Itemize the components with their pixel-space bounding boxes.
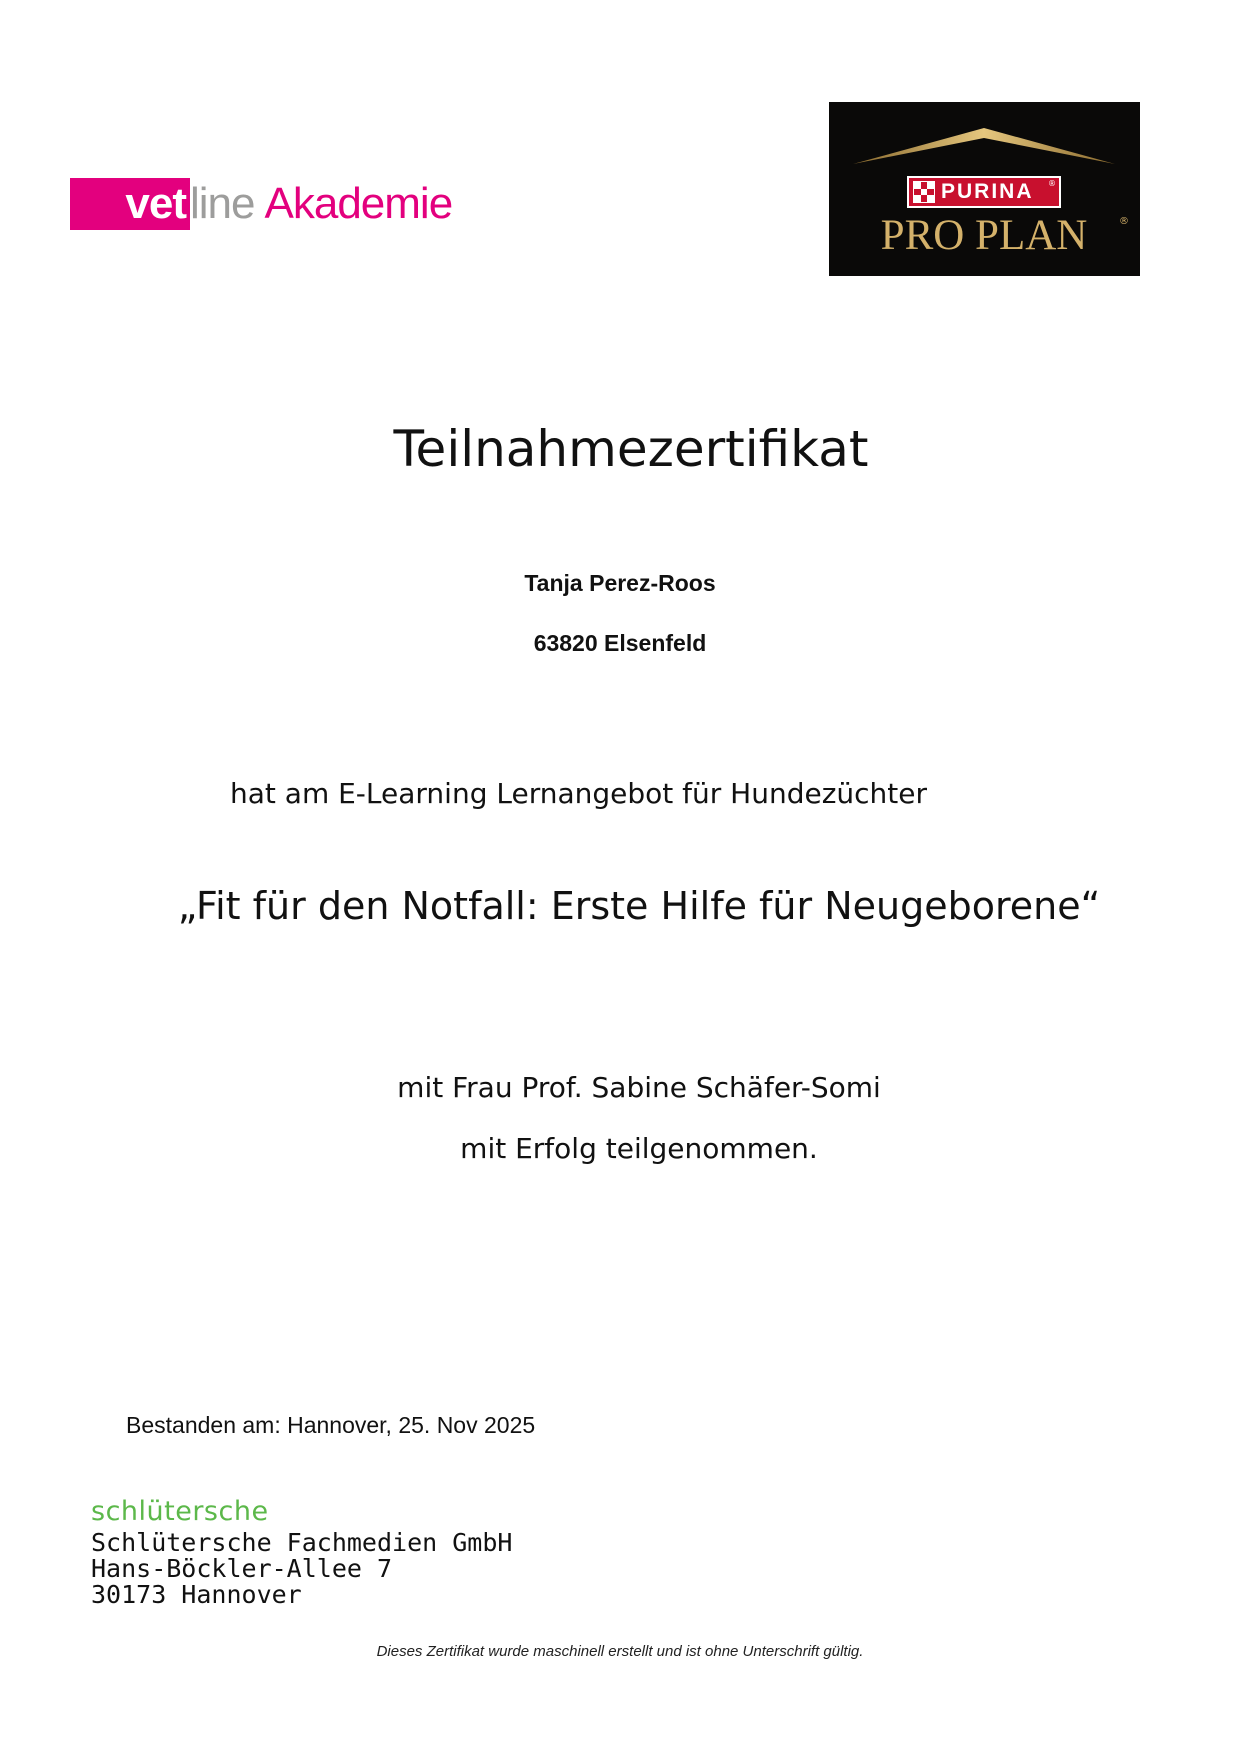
roof-icon <box>853 124 1115 168</box>
vetline-akademie-logo <box>70 178 452 230</box>
disclaimer: Dieses Zertifikat wurde maschinell erstellt und ist ohne Unterschrift gültig. <box>376 1643 864 1660</box>
purina-badge <box>907 176 1061 208</box>
publisher-company: Schlütersche Fachmedien GmbH <box>91 1528 513 1557</box>
participant-city: 63820 Elsenfeld <box>533 630 707 656</box>
pro-plan-text: PRO PLAN <box>880 212 1088 259</box>
purina-brand-text: PURINA <box>941 180 1034 203</box>
completion-line: mit Erfolg teilgenommen. <box>460 1132 818 1165</box>
publisher-city: 30173 Hannover <box>91 1580 302 1609</box>
certificate-title: Teilnahmezertifikat <box>393 420 869 478</box>
checkerboard-icon <box>913 181 935 203</box>
passed-date: Bestanden am: Hannover, 25. Nov 2025 <box>126 1412 536 1438</box>
vetline-logo-akademie: Akademie <box>264 179 453 228</box>
instructor-line: mit Frau Prof. Sabine Schäfer-Somi <box>397 1071 881 1104</box>
vetline-logo-box <box>70 178 190 230</box>
vetline-logo-vet: vet <box>125 179 186 228</box>
publisher-address <box>91 1530 512 1608</box>
pro-plan-registered-mark: ® <box>1119 216 1129 227</box>
course-intro: hat am E-Learning Lernangebot für Hundezüchter <box>230 777 928 810</box>
schluetersche-logo: schlütersche <box>91 1496 269 1527</box>
purina-registered-mark: ® <box>1048 179 1056 188</box>
vetline-logo-line: line <box>190 179 255 228</box>
course-title: „Fit für den Notfall: Erste Hilfe für Neugeborene“ <box>177 884 1101 928</box>
publisher-street: Hans-Böckler-Allee 7 <box>91 1554 393 1583</box>
purina-pro-plan-logo <box>829 102 1140 276</box>
participant-name: Tanja Perez-Roos <box>524 570 716 596</box>
